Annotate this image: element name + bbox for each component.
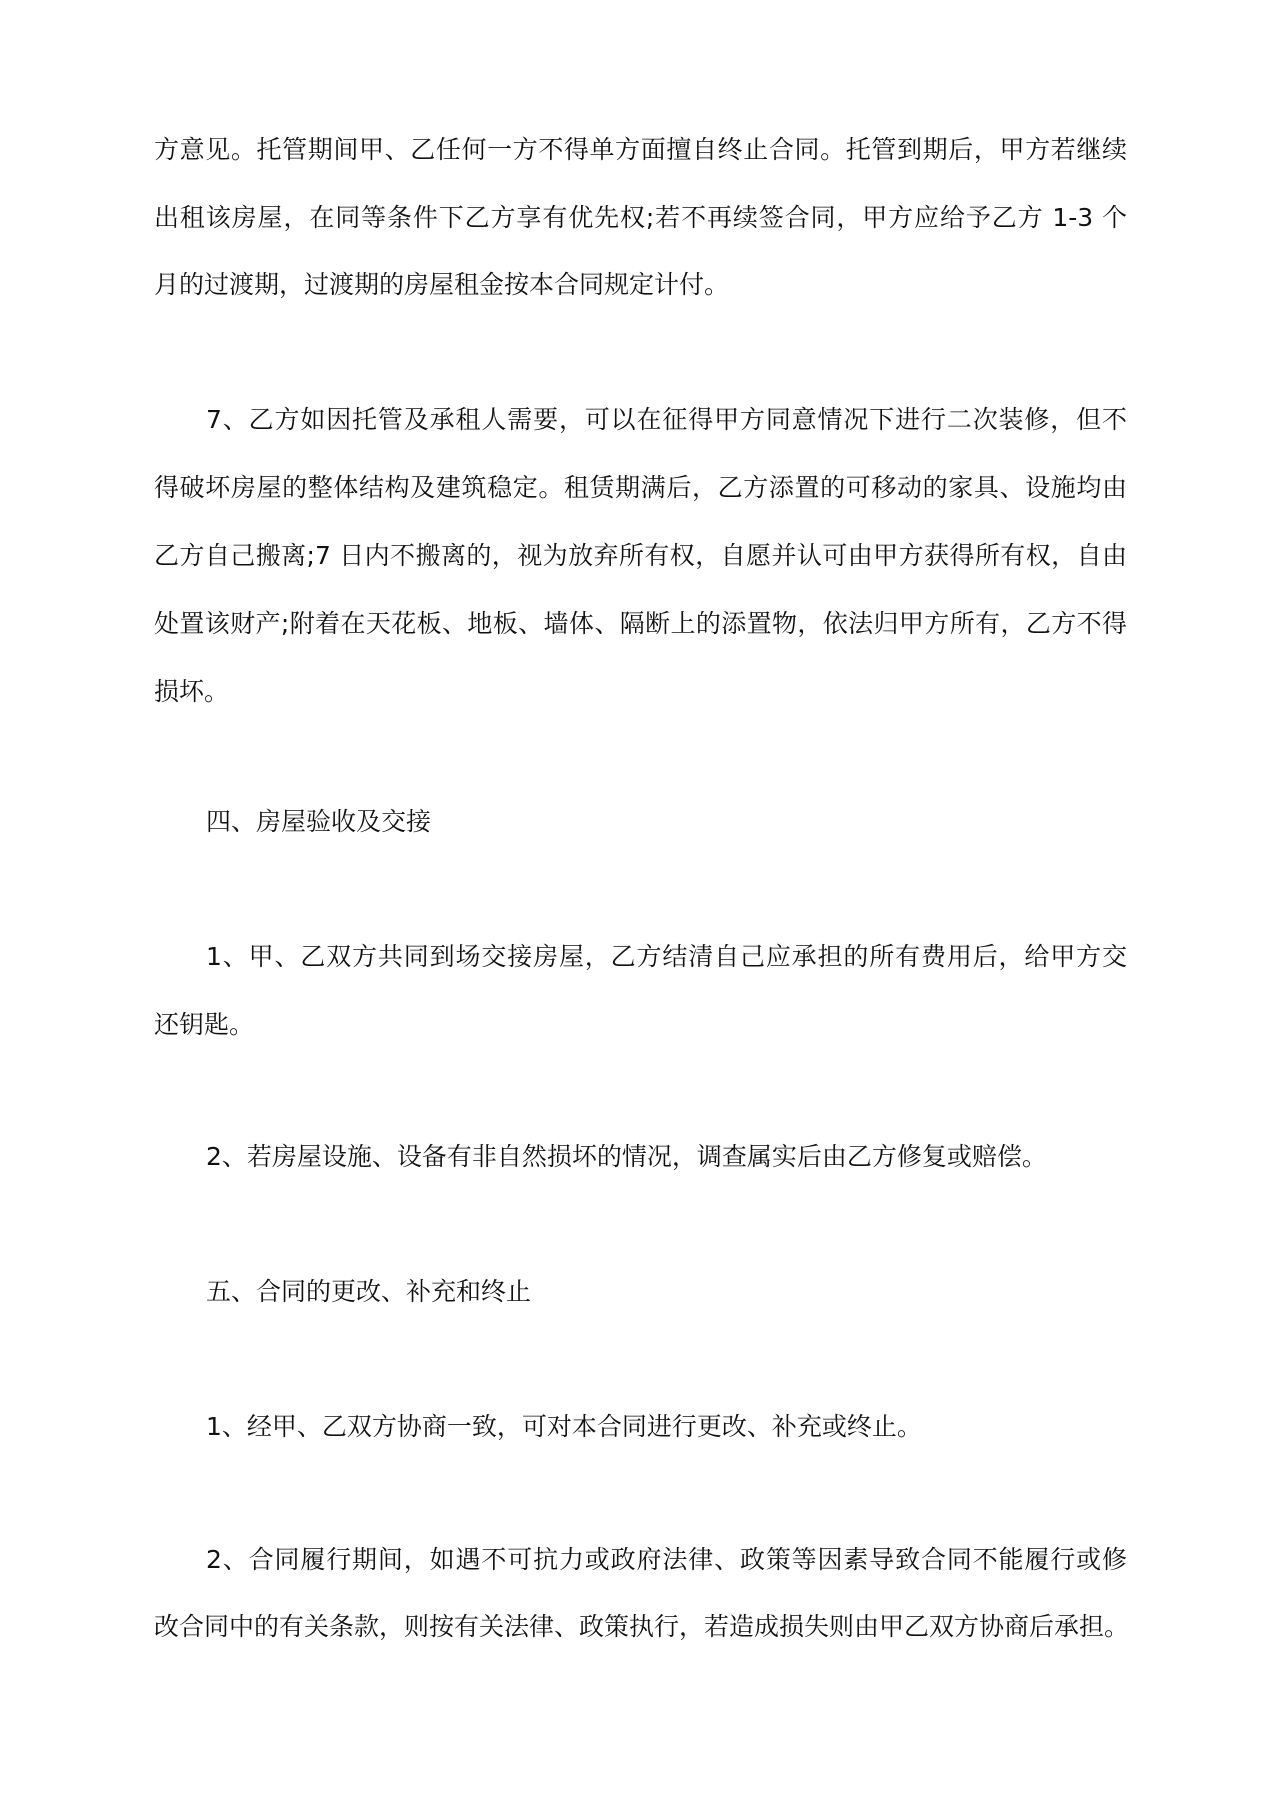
paragraph-continued-line-3	[154, 265, 1127, 305]
text-line: 出租该房屋，在同等条件下乙方享有优先权;若不再续签合同，甲方应给予乙方 1-3 个	[154, 203, 1127, 232]
text-line: 乙方自己搬离;7 日内不搬离的，视为放弃所有权，自愿并认可由甲方获得所有权，自由	[154, 541, 1127, 570]
text-line: 月的过渡期，过渡期的房屋租金按本合同规定计付。	[154, 270, 730, 299]
heading-text: 四、房屋验收及交接	[206, 807, 432, 836]
text-line: 得破坏房屋的整体结构及建筑稳定。租赁期满后，乙方添置的可移动的家具、设施均由	[154, 473, 1127, 502]
section-5-clause-2-line-2	[154, 1607, 1130, 1647]
section-4-clause-2-line-1	[206, 1137, 1127, 1177]
section-4-clause-1-line-2	[154, 1005, 1127, 1045]
text-line: 改合同中的有关条款，则按有关法律、政策执行，若造成损失则由甲乙双方协商后承担。	[154, 1612, 1130, 1641]
clause-7-line-2	[154, 468, 1127, 508]
section-4-heading	[206, 802, 1127, 842]
section-5-clause-1-line-1	[206, 1407, 1127, 1447]
clause-7-line-1	[206, 400, 1127, 440]
section-4-clause-1-line-1	[206, 937, 1127, 977]
section-5-heading	[206, 1272, 1127, 1312]
section-5-clause-2-line-1	[206, 1540, 1127, 1580]
paragraph-continued-line-1	[154, 130, 1127, 170]
text-line: 1、甲、乙双方共同到场交接房屋，乙方结清自己应承担的所有费用后，给甲方交	[206, 942, 1127, 971]
text-line: 方意见。托管期间甲、乙任何一方不得单方面擅自终止合同。托管到期后，甲方若继续	[154, 135, 1127, 164]
clause-7-line-3	[154, 536, 1127, 576]
text-line: 处置该财产;附着在天花板、地板、墙体、隔断上的添置物，依法归甲方所有，乙方不得	[154, 609, 1127, 638]
paragraph-continued-line-2	[154, 198, 1127, 238]
text-line: 损坏。	[154, 677, 230, 706]
text-line: 1、经甲、乙双方协商一致，可对本合同进行更改、补充或终止。	[206, 1412, 922, 1441]
text-line: 7、乙方如因托管及承租人需要，可以在征得甲方同意情况下进行二次装修，但不	[206, 405, 1127, 434]
clause-7-line-5	[154, 672, 1127, 712]
text-line: 2、合同履行期间，如遇不可抗力或政府法律、政策等因素导致合同不能履行或修	[206, 1545, 1127, 1574]
clause-7-line-4	[154, 604, 1127, 644]
heading-text: 五、合同的更改、补充和终止	[206, 1277, 532, 1306]
text-line: 2、若房屋设施、设备有非自然损坏的情况，调查属实后由乙方修复或赔偿。	[206, 1142, 1047, 1171]
text-line: 还钥匙。	[154, 1010, 255, 1039]
